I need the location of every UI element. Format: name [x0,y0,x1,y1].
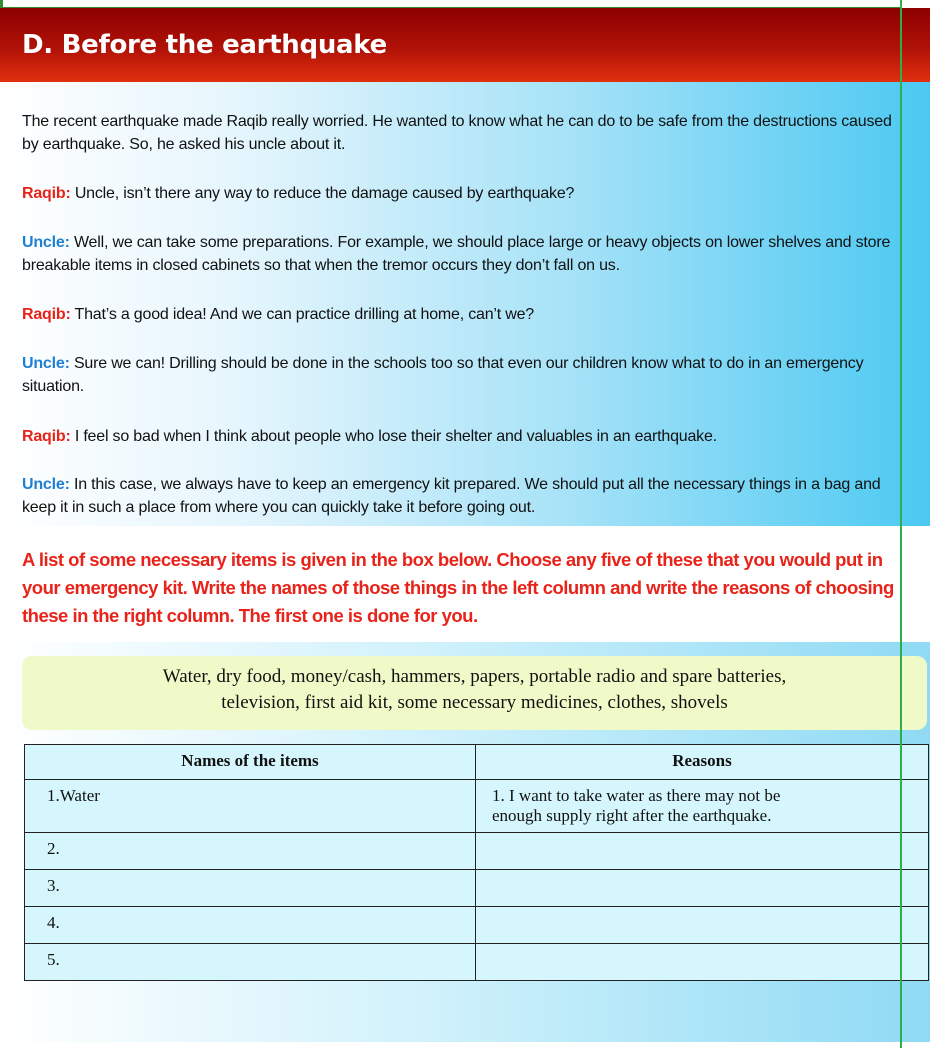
dialogue-line [22,352,902,398]
table-row [25,944,929,981]
speaker-uncle: Uncle: [22,476,70,493]
dialogue-text: In this case, we always have to keep an emergency kit prepared. We should put all the necessary things in a bag and keep it in such a place from where you can quickly take it before going out. [22,476,881,516]
page-edge-line [900,0,902,1048]
item-cell[interactable]: 3. [25,870,476,907]
speaker-raqib: Raqib: [22,306,71,323]
word-box-line: television, first aid kit, some necessary medicines, clothes, shovels [221,692,728,713]
activity-instruction: A list of some necessary items is given in the box below. Choose any five of these that you would put in your emergency kit. Write the names of those things in the left column and write the reasons of choosing these in the right column. The first one is done for you. [22,549,894,626]
speaker-uncle: Uncle: [22,234,70,251]
column-header-items: Names of the items [25,745,476,780]
item-cell[interactable]: 1.Water [25,780,476,833]
item-cell[interactable]: 4. [25,907,476,944]
dialogue-line [22,182,902,205]
intro-paragraph: The recent earthquake made Raqib really worried. He wanted to know what he can do to be safe from the destructions caused by earthquake. So, he asked his uncle about it. [22,113,892,153]
reason-cell[interactable] [476,833,929,870]
table-row [25,870,929,907]
word-box-line: Water, dry food, money/cash, hammers, papers, portable radio and spare batteries, [162,666,787,687]
dialogue-line [22,303,902,326]
dialogue-line [22,231,902,277]
column-header-reasons: Reasons [476,745,929,780]
dialogue-text: I feel so bad when I think about people who lose their shelter and valuables in an earthquake. [70,428,717,445]
item-cell[interactable]: 5. [25,944,476,981]
dialogue-line [22,473,902,519]
table-row [25,780,929,833]
reason-cell[interactable] [476,907,929,944]
dialogue-text: Sure we can! Drilling should be done in the schools too so that even our children know what to do in an emergency situation. [22,355,864,395]
table-row [25,833,929,870]
page-margin-strip [930,0,939,1048]
reason-cell[interactable] [476,870,929,907]
dialogue-text: That’s a good idea! And we can practice drilling at home, can’t we? [70,306,535,323]
reason-cell[interactable] [476,944,929,981]
section-title: D. Before the earthquake [22,30,387,60]
table-row [25,907,929,944]
items-table [24,744,929,981]
reason-line: 1. I want to take water as there may not be [492,786,781,805]
item-cell[interactable]: 2. [25,833,476,870]
speaker-raqib: Raqib: [22,428,71,445]
reason-cell[interactable] [476,780,929,833]
dialogue-text: Well, we can take some preparations. For example, we should place large or heavy objects on lower shelves and store breakable items in closed cabinets so that when the tremor occurs they don’t fall on us. [22,234,891,274]
dialogue-text: Uncle, isn’t there any way to reduce the damage caused by earthquake? [70,185,575,202]
dialogue-line [22,425,902,448]
speaker-raqib: Raqib: [22,185,71,202]
reason-line: enough supply right after the earthquake. [492,806,772,825]
speaker-uncle: Uncle: [22,355,70,372]
items-word-box [22,656,927,730]
section-header [0,8,930,82]
